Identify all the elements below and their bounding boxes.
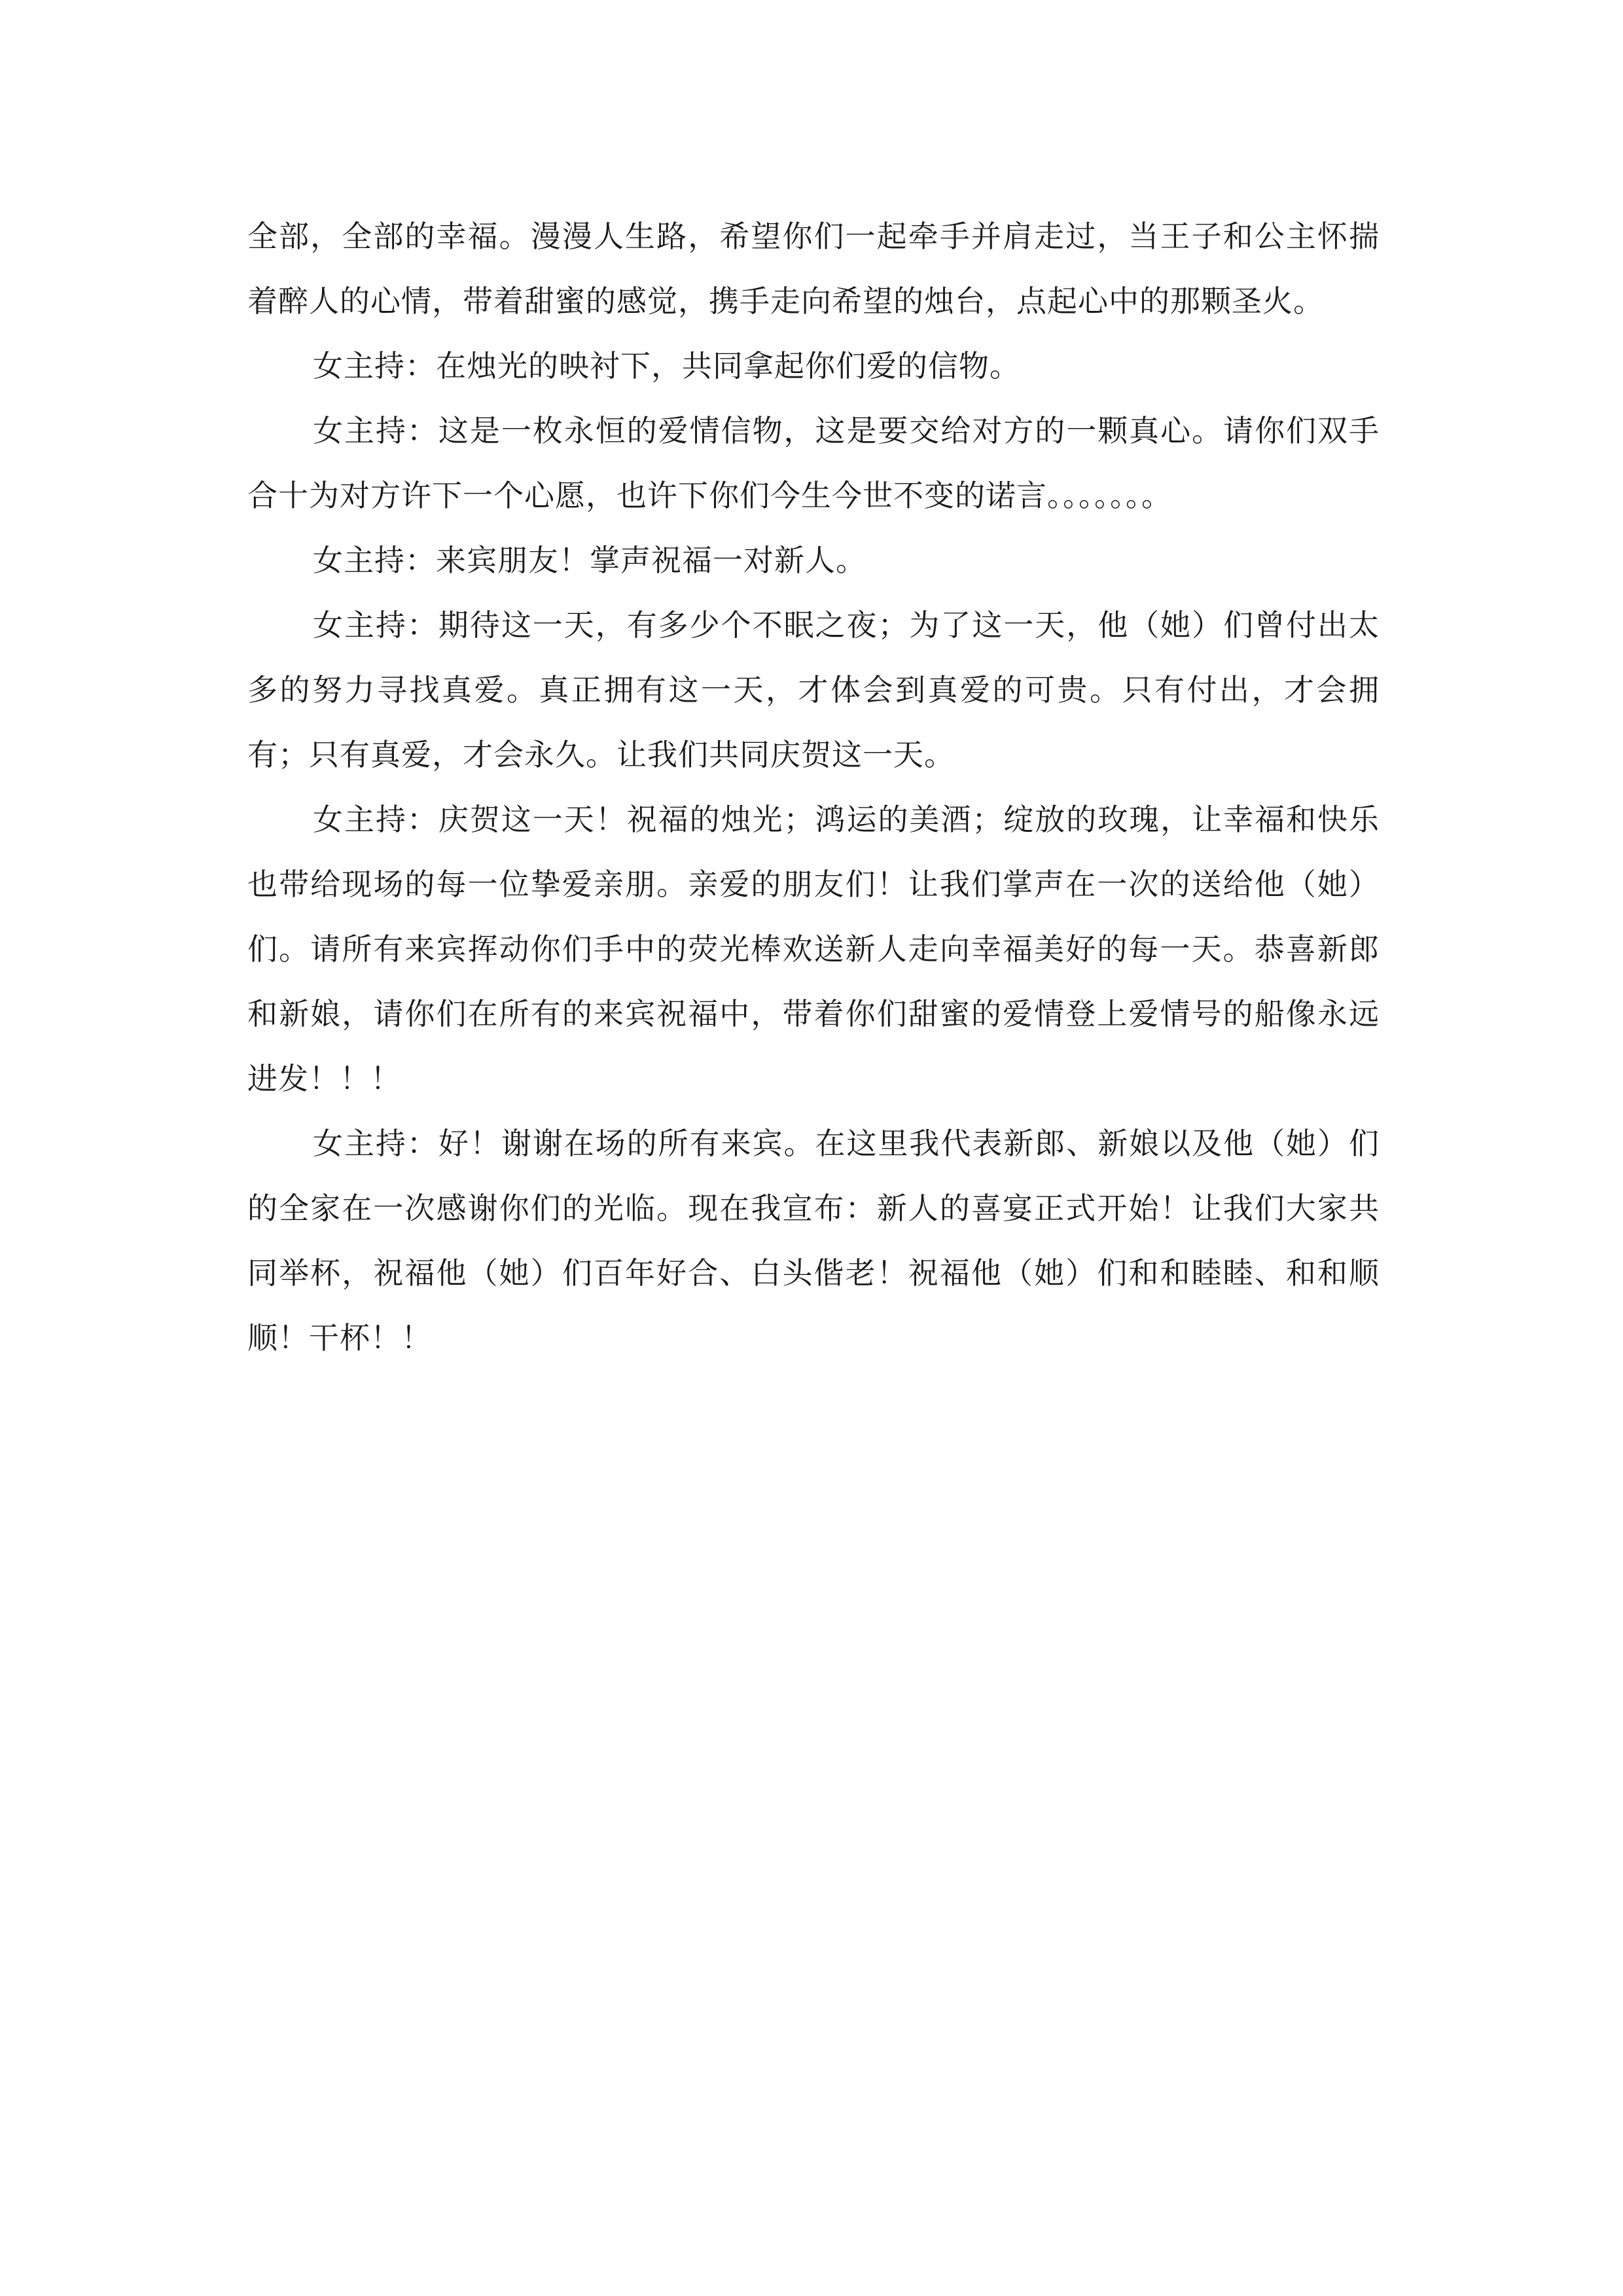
paragraph-host-line-6: 女主持：好！谢谢在场的所有来宾。在这里我代表新郎、新娘以及他（她）们的全家在一次感谢你们的光临。现在我宣布：新人的喜宴正式开始！让我们大家共同举杯，祝福他（她）们百年好合、白头偕老！祝福他（她）们和和睦睦、和和顺顺！干杯！！ xyxy=(247,1126,1380,1355)
paragraph-host-line-4: 女主持：期待这一天，有多少个不眠之夜；为了这一天，他（她）们曾付出太多的努力寻找真爱。真正拥有这一天，才体会到真爱的可贵。只有付出，才会拥有；只有真爱，才会永久。让我们共同庆贺这一天。 xyxy=(247,607,1380,772)
document-body xyxy=(247,204,1380,1371)
paragraph-host-line-2: 女主持：这是一枚永恒的爱情信物，这是要交给对方的一颗真心。请你们双手合十为对方许下一个心愿，也许下你们今生今世不变的诺言。。。。。。。 xyxy=(247,413,1380,513)
paragraph-host-line-5: 女主持：庆贺这一天！祝福的烛光；鸿运的美酒；绽放的玫瑰，让幸福和快乐也带给现场的每一位挚爱亲朋。亲爱的朋友们！让我们掌声在一次的送给他（她）们。请所有来宾挥动你们手中的荧光棒欢送新人走向幸福美好的每一天。恭喜新郎和新娘，请你们在所有的来宾祝福中，带着你们甜蜜的爱情登上爱情号的船像永远进发！！！ xyxy=(247,802,1380,1096)
paragraph-continuation: 全部，全部的幸福。漫漫人生路，希望你们一起牵手并肩走过，当王子和公主怀揣着醉人的心情，带着甜蜜的感觉，携手走向希望的烛台，点起心中的那颗圣火。 xyxy=(247,219,1380,319)
paragraph-host-line-3: 女主持：来宾朋友！掌声祝福一对新人。 xyxy=(313,543,866,578)
paragraph-host-line-1: 女主持：在烛光的映衬下，共同拿起你们爱的信物。 xyxy=(313,348,1020,384)
